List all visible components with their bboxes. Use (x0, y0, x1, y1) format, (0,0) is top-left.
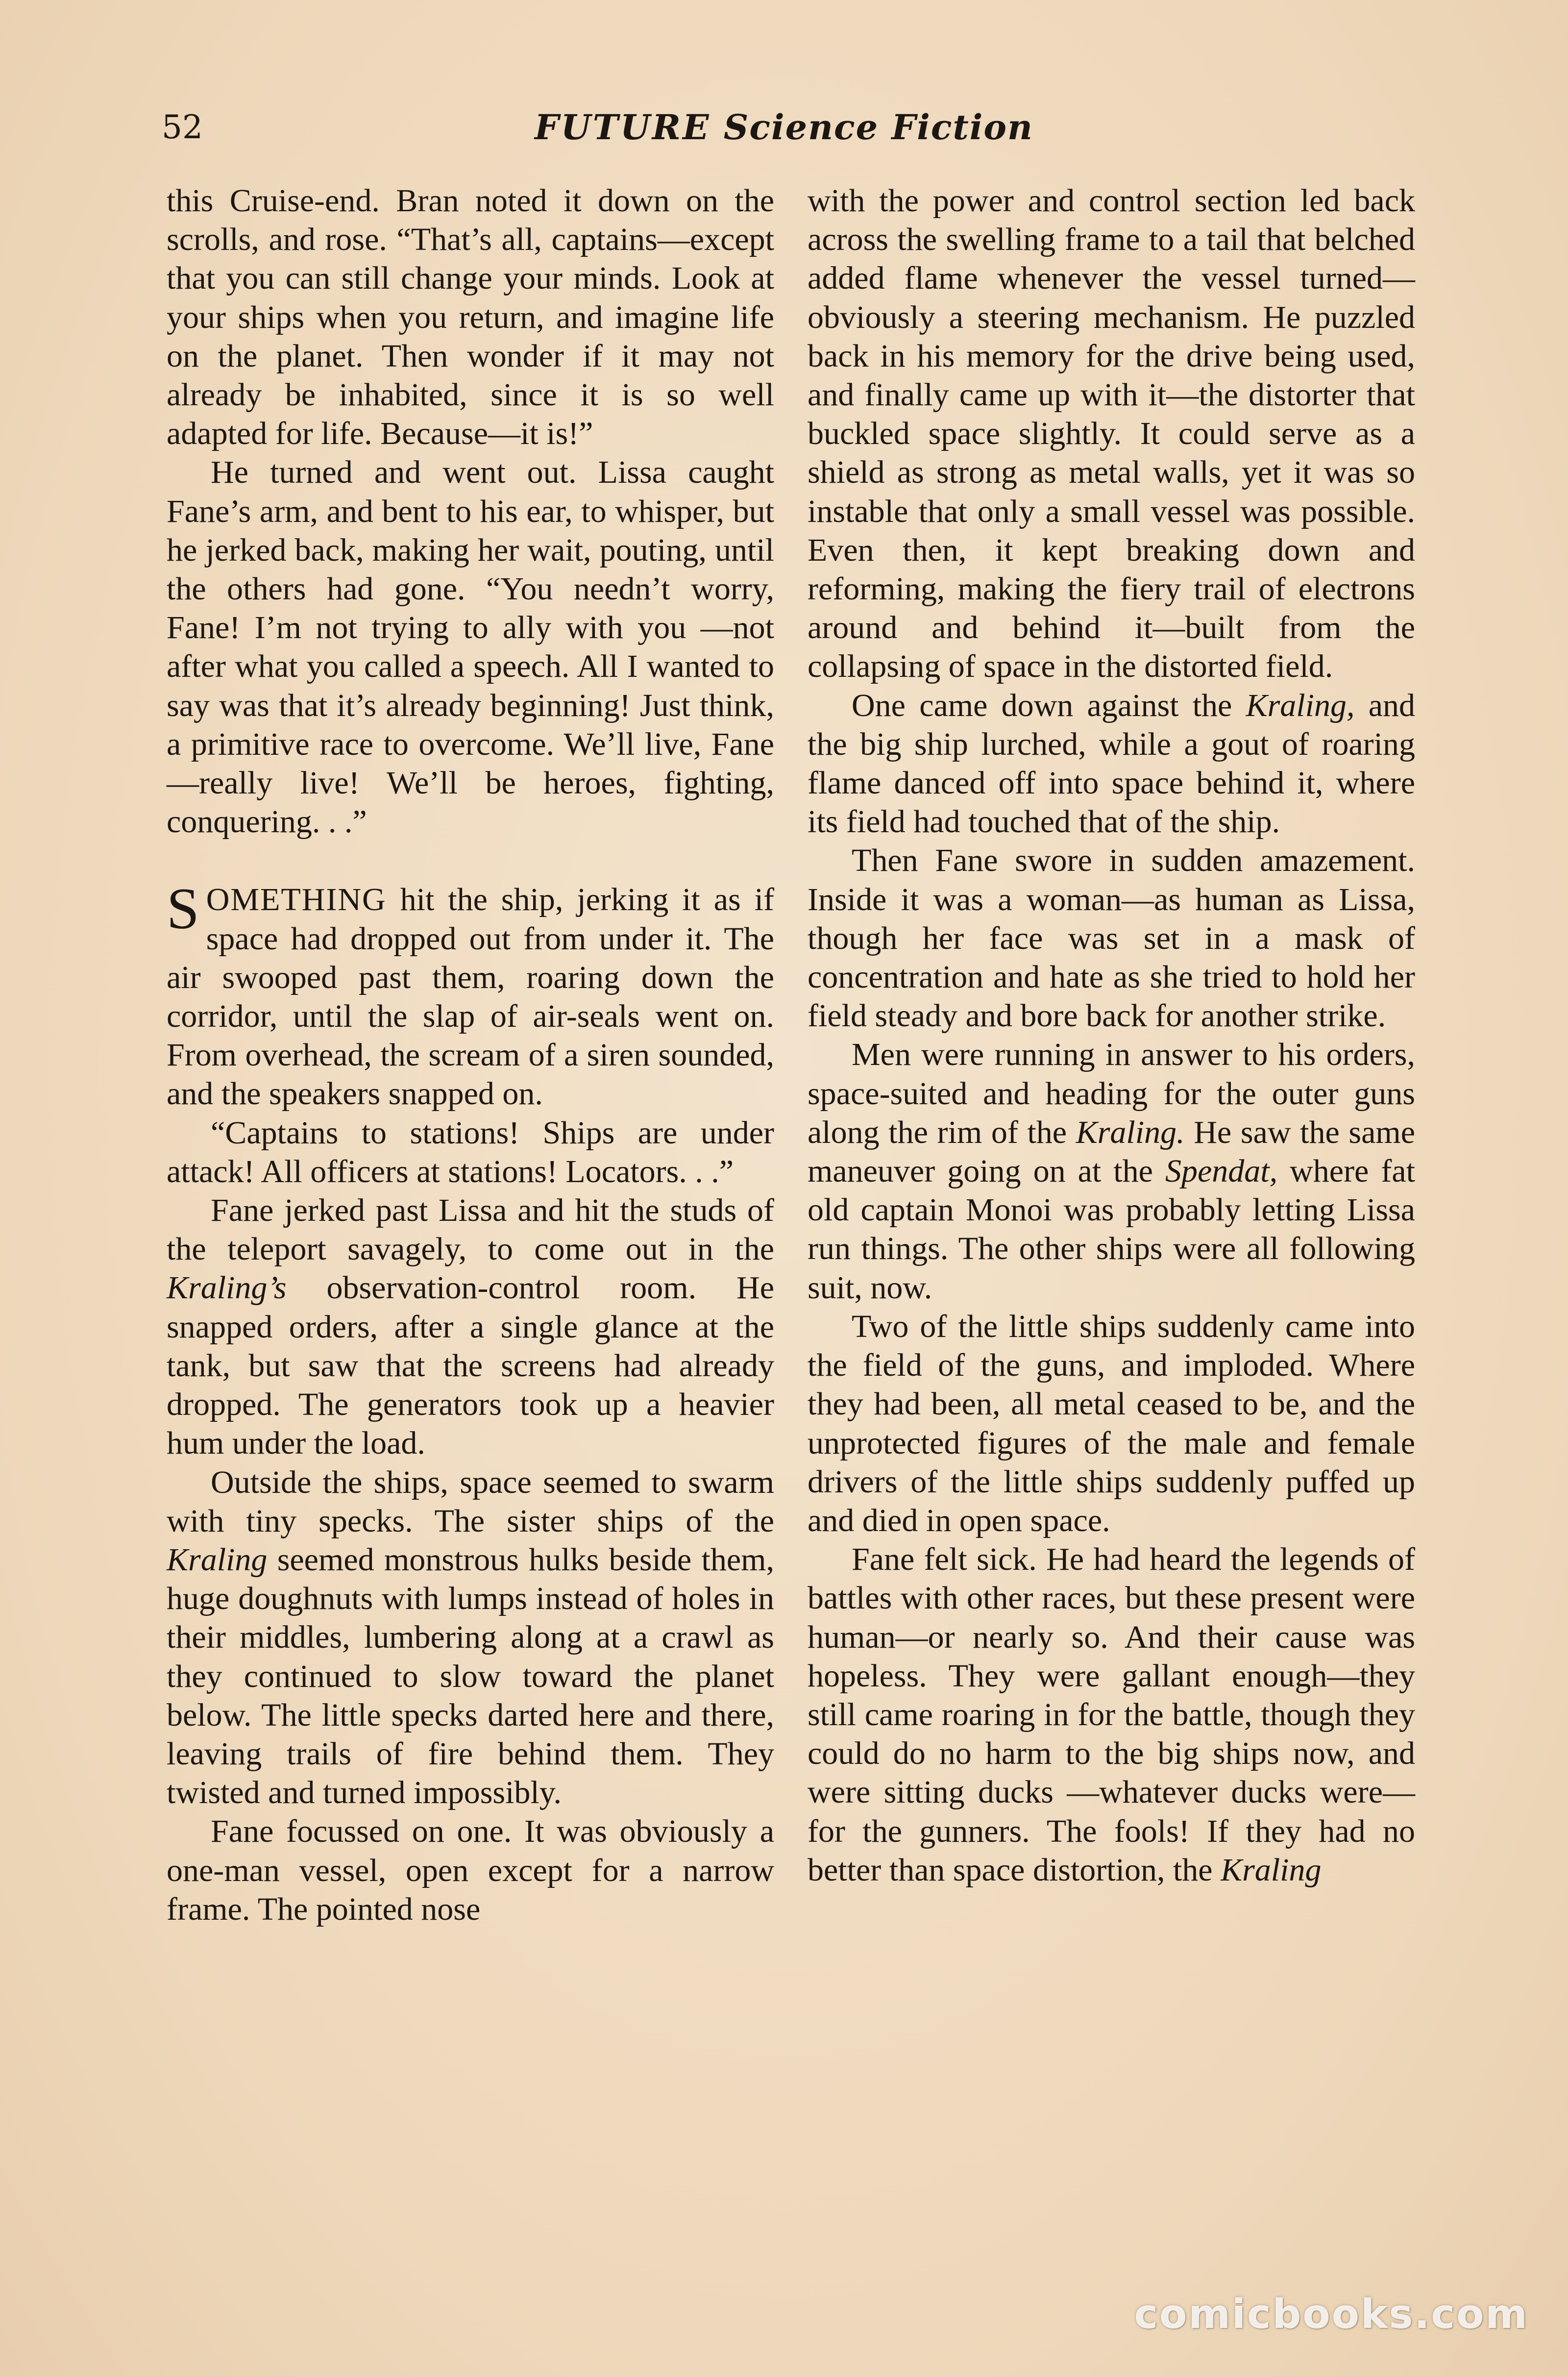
paragraph-text: Fane felt sick. He had heard the legends of battles with other races, but these present were human—or nearly so. And their cause was hopeless. They were gallant enough—they still came roaring in for the battle, though they could do no harm to the big ships now, and were sitting ducks —whatever ducks were—for the gunners. The fools! If they had no better than space distortion, the (808, 1541, 1415, 1888)
magazine-title-science-fiction: Science Fiction (710, 107, 1033, 148)
paragraph: Fane focussed on one. It was obviously a one-man vessel, open except for a narrow frame. The pointed nose (167, 1813, 774, 1927)
paragraph-text: Fane jerked past Lissa and hit the studs of the teleport savagely, to come out in the (167, 1192, 774, 1267)
paragraph (808, 686, 1415, 842)
section-opening-paragraph (167, 876, 774, 1113)
paragraph (167, 1191, 774, 1462)
paragraph-text: and the big ship lurched, while a gout of roaring flame danced off into space behind it, where its field had touched that of the ship. (808, 687, 1415, 840)
small-caps-lead: OMETHING (206, 882, 387, 918)
paragraph-text: where fat old captain Monoi was probably letting Lissa run things. The other ships were all following suit, now. (808, 1153, 1415, 1306)
paragraph-text: One came down against the (852, 687, 1246, 723)
page-header (162, 105, 1406, 149)
ship-name: Kraling (1221, 1852, 1322, 1888)
ship-name: Kraling. (1076, 1114, 1185, 1150)
paragraph (808, 1035, 1415, 1307)
page-number: 52 (162, 108, 203, 146)
paragraph: He turned and went out. Lissa caught Fane’s arm, and bent to his ear, to whisper, but he jerked back, making her wait, pouting, until the others had gone. “You needn’t worry, Fane! I’m not trying to ally with you —not after what you called a speech. All I wanted to say was that it’s already beginning! Just think, a primitive race to overcome. We’ll live, Fane—really live! We’ll be heroes, fighting, conquering. . .” (167, 454, 774, 840)
magazine-title-future: FUTURE (535, 107, 711, 148)
ship-name: Kraling’s (167, 1270, 287, 1306)
ship-name: Spendat, (1165, 1153, 1278, 1189)
drop-cap: S (167, 876, 199, 941)
paragraph (167, 1463, 774, 1812)
paragraph-text: Men were running in answer to his orders, space-suited and heading for the outer guns along the rim of the (808, 1037, 1415, 1150)
paragraph: Then Fane swore in sudden amazement. Inside it was a woman—as human as Lissa, though her face was set in a mask of concentration and hate as she tried to hold her field steady and bore back for another strike. (808, 842, 1415, 1034)
site-watermark: comicbooks.com (1134, 2291, 1529, 2338)
ship-name: Kraling (167, 1541, 268, 1578)
paragraph-text: Outside the ships, space seemed to swarm with tiny specks. The sister ships of the (167, 1464, 774, 1539)
paragraph: with the power and control section led back across the swelling frame to a tail that belched added flame whenever the vessel turned—obviously a steering mechanism. He puzzled back in his memory for the drive being used, and finally came up with it—the distorter that buckled space slightly. It could serve as a shield as strong as metal walls, yet it was so instable that only a small vessel was possible. Even then, it kept breaking down and reforming, making the fiery trail of electrons around and behind it—built from the collapsing of space in the distorted field. (808, 183, 1415, 685)
paragraph-text: He saw the same maneuver going on at the (808, 1114, 1415, 1189)
ship-name: Kraling, (1246, 687, 1355, 723)
paragraph: this Cruise-end. Bran noted it down on the scrolls, and rose. “That’s all, captains—except that you can still change your minds. Look at your ships when you return, and imagine life on the planet. Then wonder if it may not already be inhabited, since it is so well adapted for life. Because—it is!” (167, 183, 774, 452)
paragraph: “Captains to stations! Ships are under attack! All officers at stations! Locators. . .” (167, 1114, 774, 1189)
right-column (808, 181, 1415, 1889)
paragraph: Two of the little ships suddenly came into the field of the guns, and imploded. Where they had been, all metal ceased to be, and the unprotected figures of the male and female drivers of the little ships suddenly puffed up and died in open space. (808, 1308, 1415, 1538)
magazine-title (162, 105, 1406, 149)
left-column (167, 181, 774, 1929)
paragraph-text: hit the ship, jerking it as if space had dropped out from under it. The air swooped past them, roaring down the corridor, until the slap of air-seals went on. From overhead, the scream of a siren sounded, and the speakers snapped on. (167, 882, 774, 1112)
paragraph (808, 1540, 1415, 1889)
paragraph-text: seemed monstrous hulks beside them, huge doughnuts with lumps instead of holes in their middles, lumbering along at a crawl as they continued to slow toward the planet below. The little specks darted here and there, leaving trails of fire behind them. They twisted and turned impossibly. (167, 1541, 774, 1811)
paragraph-text: observation-control room. He snapped orders, after a single glance at the tank, but saw that the screens had already dropped. The generators took up a heavier hum under the load. (167, 1270, 774, 1461)
